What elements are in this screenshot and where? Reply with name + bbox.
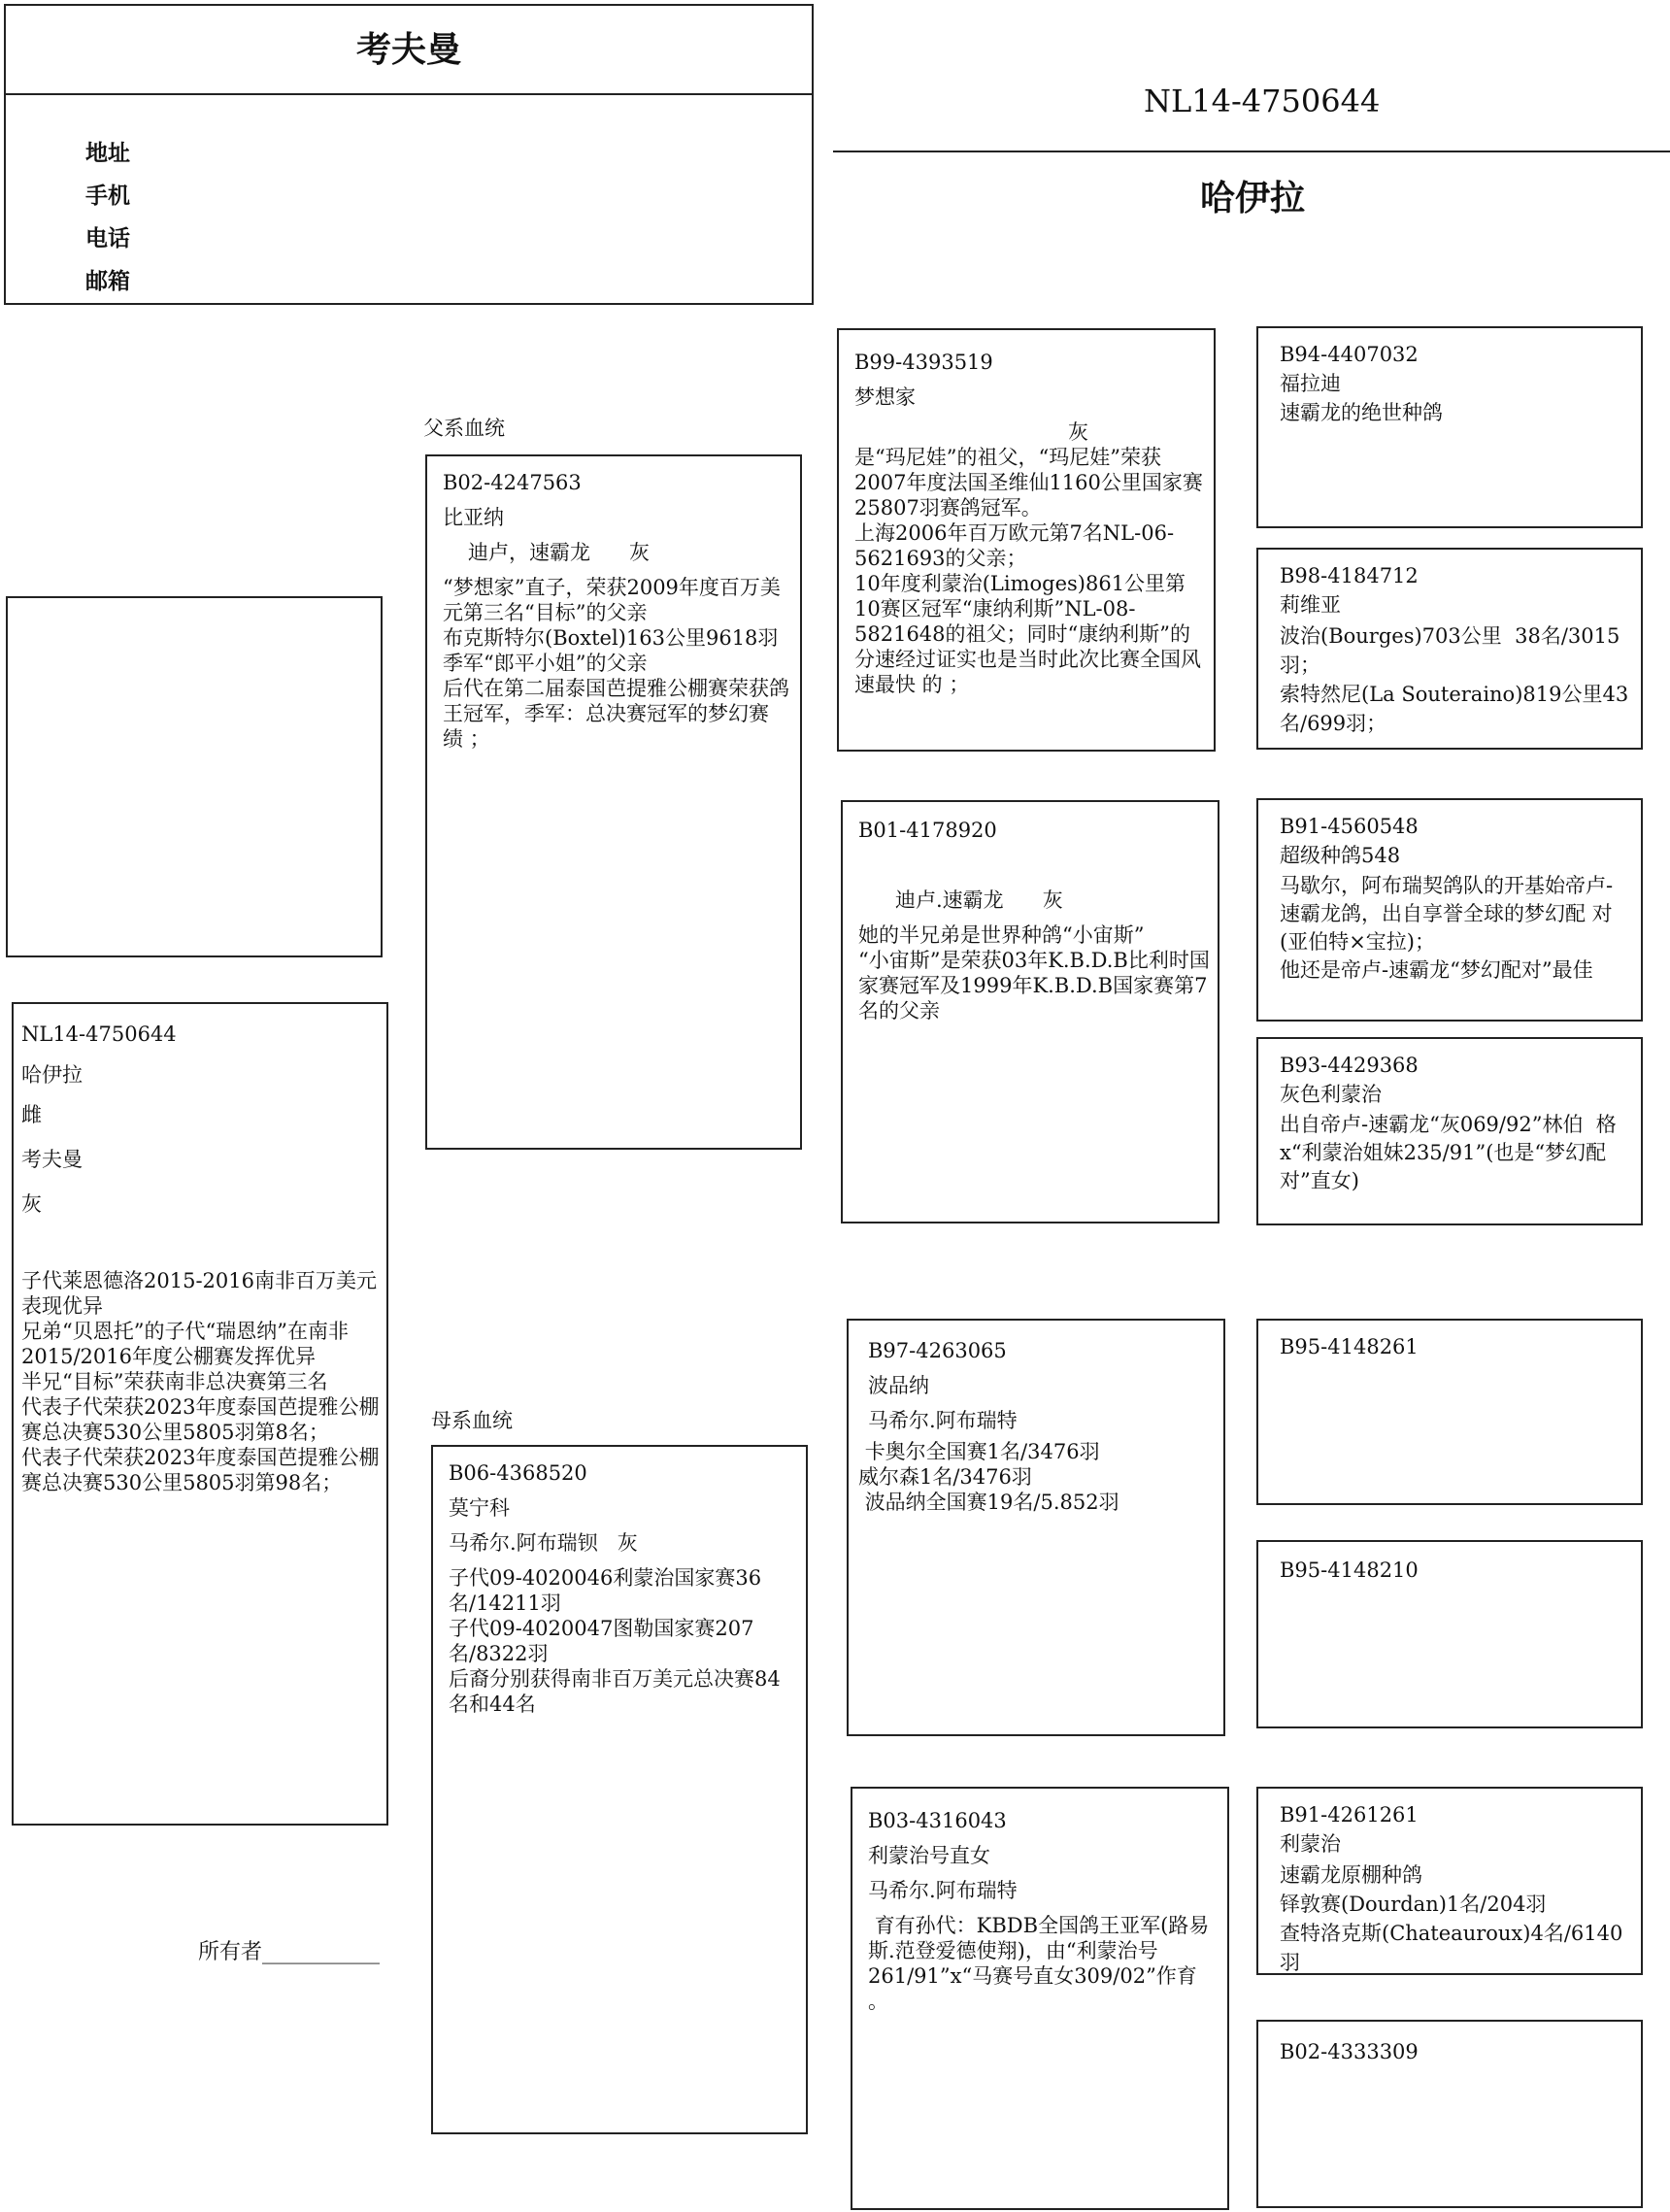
bird-card-name: 哈伊拉	[21, 1063, 83, 1087]
sss-ring: B94-4407032	[1280, 343, 1419, 366]
dd-name: 利蒙治号直女	[868, 1844, 990, 1867]
dds-card	[1256, 1787, 1643, 1975]
dam-ring: B06-4368520	[449, 1461, 587, 1485]
sd-line: 迪卢.速霸龙 灰	[895, 888, 1063, 912]
dam-notes: 子代09-4020046利蒙治国家赛36名/14211羽 子代09-4020047图勒国家赛207名/8322羽 后裔分别获得南非百万美元总决赛84名和44名	[449, 1566, 781, 1716]
ss-ring: B99-4393519	[854, 351, 993, 374]
sds-notes: 马歇尔，阿布瑞契鸽队的开基始帝卢-速霸龙鸽，出自享誉全球的梦幻配 对(亚伯特×宝拉)； 他还是帝卢-速霸龙“梦幻配对”最佳	[1280, 874, 1614, 982]
sd-notes: 她的半兄弟是世界种鸽“小宙斯” “小宙斯”是荣获03年K.B.D.B比利时国家赛冠军及1999年K.B.D.B国家赛第7名的父亲	[858, 923, 1210, 1022]
dd-notes: 育有孙代：KBDB全国鸽王亚军(路易斯.范登爱德使翔)，由“利蒙治号261/91”x“马赛号直女309/02”作育 。	[868, 1914, 1210, 2013]
ss-name: 梦想家	[854, 385, 916, 409]
bird-photo-frame	[6, 596, 383, 957]
ssd-card	[1256, 548, 1643, 750]
sss-name: 福拉迪	[1280, 372, 1341, 395]
sire-name: 比亚纳	[443, 506, 504, 529]
dsd-ring: B95-4148210	[1280, 1558, 1419, 1582]
sds-card	[1256, 798, 1643, 1022]
dd-ring: B03-4316043	[868, 1809, 1007, 1832]
ds-breeder: 马希尔.阿布瑞特	[868, 1409, 1018, 1432]
dss-card	[1256, 1319, 1643, 1505]
ds-name: 波品纳	[868, 1374, 929, 1397]
bird-card-sex: 雌	[21, 1103, 42, 1126]
dam-card	[431, 1445, 808, 2134]
dd-breeder: 马希尔.阿布瑞特	[868, 1879, 1018, 1902]
sdd-name: 灰色利蒙治	[1280, 1083, 1382, 1106]
bird-card-color: 灰	[21, 1192, 42, 1216]
sds-name: 超级种鸽548	[1280, 844, 1401, 867]
ddd-ring: B02-4333309	[1280, 2040, 1419, 2063]
ddd-card	[1256, 2020, 1643, 2208]
owner-name: 考夫曼	[355, 30, 461, 70]
sire-notes: “梦想家”直子，荣获2009年度百万美元第三名“目标”的父亲 布克斯特尔(Boxtel)163公里9618羽季军“郎平小姐”的父亲 后代在第二届泰国芭提雅公棚赛荣获鸽王冠军，季军：总决赛冠军的梦幻赛 绩 ；	[443, 576, 789, 751]
dam-label: 母系血统	[431, 1409, 513, 1432]
ss-color: 灰	[1068, 420, 1088, 444]
sdd-notes: 出自帝卢-速霸龙“灰069/92”林伯 格x“利蒙治姐妹235/91”(也是“梦幻配对”直女)	[1280, 1113, 1617, 1192]
bird-card-ring: NL14-4750644	[21, 1022, 177, 1046]
dsd-card	[1256, 1540, 1643, 1728]
owner-field-email: 邮箱	[85, 269, 130, 294]
bird-card	[12, 1002, 388, 1826]
bird-ring-header: NL14-4750644	[1144, 83, 1381, 119]
ssd-ring: B98-4184712	[1280, 564, 1419, 587]
owner-divider	[6, 93, 812, 95]
owner-field-phone: 电话	[85, 226, 130, 251]
bird-card-owner: 考夫曼	[21, 1148, 83, 1171]
sdd-card	[1256, 1037, 1643, 1225]
ssd-name: 莉维亚	[1280, 593, 1341, 617]
sd-card	[841, 800, 1219, 1223]
dss-ring: B95-4148261	[1280, 1335, 1419, 1358]
dds-name: 利蒙治	[1280, 1832, 1341, 1856]
owner-field-mobile: 手机	[85, 184, 130, 209]
sire-label: 父系血统	[423, 417, 505, 440]
sire-ring: B02-4247563	[443, 471, 582, 494]
header-rule	[833, 151, 1670, 152]
dam-name: 莫宁科	[449, 1496, 510, 1520]
ssd-notes: 波治(Bourges)703公里 38名/3015羽； 索特然尼(La Souteraino)819公里43名/699羽；	[1280, 624, 1629, 735]
owner-field-address: 地址	[85, 141, 130, 166]
sss-card	[1256, 326, 1643, 528]
dds-notes: 速霸龙原棚种鸽 铎敦赛(Dourdan)1名/204羽 查特洛克斯(Chateauroux)4名/6140羽	[1280, 1863, 1623, 1974]
sire-line: 迪卢，速霸龙 灰	[468, 541, 651, 564]
ss-card	[837, 328, 1216, 752]
ds-ring: B97-4263065	[868, 1339, 1007, 1362]
bird-name-header: 哈伊拉	[1200, 179, 1306, 218]
sire-card	[425, 454, 802, 1150]
ss-notes: 是“玛尼娃”的祖父，“玛尼娃”荣获2007年度法国圣维仙1160公里国家赛25807羽赛鸽冠军。 上海2006年百万欧元第7名NL-06-5621693的父亲； 10年度利蒙治(Limoges)861公里第10赛区冠军“康纳利斯”NL-08-5821648的祖父；同时“康纳利斯”的分速经过证实也是当时此次比赛全国风速最快 的 ；	[854, 446, 1203, 696]
dd-card	[851, 1787, 1229, 2210]
ds-notes: 卡奥尔全国赛1名/3476羽 威尔森1名/3476羽 波品纳全国赛19名/5.852羽	[858, 1440, 1119, 1514]
dam-line: 马希尔.阿布瑞钡 灰	[449, 1531, 638, 1555]
bird-card-notes: 子代莱恩德洛2015-2016南非百万美元表现优异 兄弟“贝恩托”的子代“瑞恩纳”在南非2015/2016年度公棚赛发挥优异 半兄“目标”荣获南非总决赛第三名 代表子代荣获2023年度泰国芭提雅公棚赛总决赛530公里5805羽第8名； 代表子代荣获2023年度泰国芭提雅公棚赛总决赛530公里5805羽第98名；	[21, 1269, 380, 1494]
sdd-ring: B93-4429368	[1280, 1054, 1419, 1077]
sds-ring: B91-4560548	[1280, 815, 1419, 838]
dds-ring: B91-4261261	[1280, 1803, 1419, 1827]
ds-card	[847, 1319, 1225, 1736]
owner-signature-label: 所有者___________	[198, 1940, 381, 1964]
owner-header	[4, 4, 814, 305]
sd-ring: B01-4178920	[858, 819, 997, 842]
sss-notes: 速霸龙的绝世种鸽	[1280, 401, 1443, 424]
